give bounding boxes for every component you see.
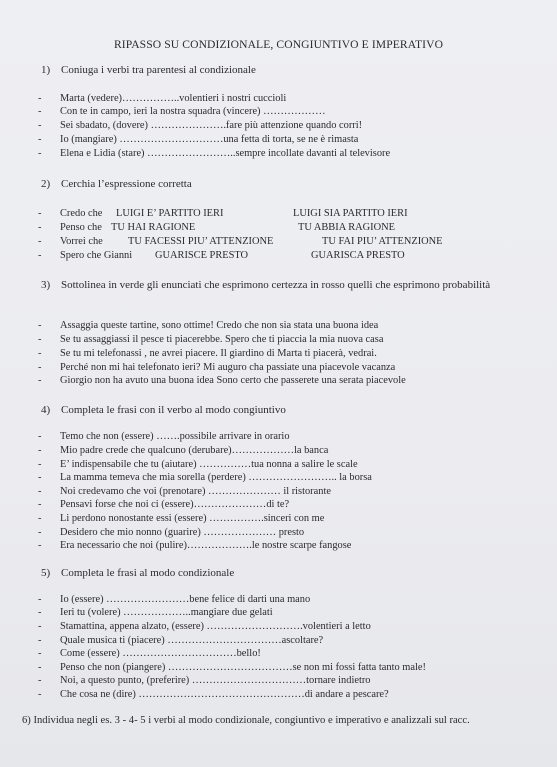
bullet-dash: - bbox=[38, 662, 42, 673]
section-5-item bbox=[38, 594, 310, 607]
item-text: Noi, a questo punto, (preferire) ……………………………tornare indietro bbox=[60, 675, 371, 686]
section-label: Completa le frasi con il verbo al modo congiuntivo bbox=[61, 404, 286, 416]
item-text: Quale musica ti (piacere) ……………………………ascoltare? bbox=[60, 635, 324, 646]
choice-a[interactable]: TU HAI RAGIONE bbox=[111, 222, 196, 233]
section-1-title bbox=[41, 64, 256, 77]
section-3-item bbox=[38, 362, 395, 375]
item-text: Con te in campo, ieri la nostra squadra (vincere) ……………… bbox=[60, 106, 326, 117]
section-3-item bbox=[38, 320, 378, 333]
section-1-item bbox=[38, 148, 390, 161]
item-text: Come (essere) ……………………………bello! bbox=[60, 648, 261, 659]
bullet-dash: - bbox=[38, 540, 42, 551]
choice-b[interactable]: GUARISCA PRESTO bbox=[311, 250, 405, 261]
bullet-dash: - bbox=[38, 472, 42, 483]
bullet-dash: - bbox=[38, 459, 42, 470]
item-text: Che cosa ne (dire) …………………………………………di andare a pescare? bbox=[60, 689, 389, 700]
section-1-item bbox=[38, 106, 325, 119]
bullet-dash: - bbox=[38, 334, 42, 345]
section-5-item bbox=[38, 675, 371, 688]
section-label: Cerchia l’espressione corretta bbox=[61, 178, 192, 190]
section-5-item bbox=[38, 689, 389, 702]
section-4-item bbox=[38, 486, 331, 499]
bullet-dash: - bbox=[38, 120, 42, 131]
item-text: Sei sbadato, (dovere) ………………….fare più attenzione quando corri! bbox=[60, 120, 363, 131]
section-number: 4) bbox=[41, 404, 51, 416]
item-lead: Spero che Gianni bbox=[60, 250, 133, 261]
section-2-item bbox=[38, 236, 103, 249]
section-2-item bbox=[38, 208, 102, 221]
item-text: La mamma temeva che mia sorella (perdere) …………………….. la borsa bbox=[60, 472, 372, 483]
section-number: 5) bbox=[41, 567, 51, 579]
item-text: Temo che non (essere) …….possibile arrivare in orario bbox=[60, 431, 290, 442]
section-5-title bbox=[41, 567, 234, 580]
item-text: Io (mangiare) …………………………una fetta di torta, se ne è rimasta bbox=[60, 134, 359, 145]
choice-a[interactable]: LUIGI E’ PARTITO IERI bbox=[116, 208, 224, 219]
section-4-item bbox=[38, 445, 328, 458]
bullet-dash: - bbox=[38, 607, 42, 618]
choice-a[interactable]: TU FACESSI PIU’ ATTENZIONE bbox=[128, 236, 274, 247]
bullet-dash: - bbox=[38, 106, 42, 117]
choice-b[interactable]: TU FAI PIU’ ATTENZIONE bbox=[322, 236, 443, 247]
bullet-dash: - bbox=[38, 148, 42, 159]
item-text: Penso che non (piangere) ………………………………se non mi fossi fatta tanto male! bbox=[60, 662, 426, 673]
section-label: Completa le frasi al modo condizionale bbox=[61, 567, 235, 579]
section-3-item bbox=[38, 348, 377, 361]
item-text: Era necessario che noi (pulire)……………….le nostre scarpe fangose bbox=[60, 540, 352, 551]
section-5-item bbox=[38, 648, 261, 661]
section-3-title: Sottolinea in verde gli enunciati che esprimono certezza in rosso quelli che esprimono probabilità bbox=[61, 279, 491, 291]
item-text: Stamattina, appena alzato, (essere) ……………………….volentieri a letto bbox=[60, 621, 371, 632]
item-text: Elena e Lidia (stare) ……………………..sempre incollate davanti al televisore bbox=[60, 148, 391, 159]
bullet-dash: - bbox=[38, 527, 42, 538]
bullet-dash: - bbox=[38, 320, 42, 331]
section-4-item bbox=[38, 513, 324, 526]
item-text: Io (essere) ……………………bene felice di darti una mano bbox=[60, 594, 311, 605]
section-label: Coniuga i verbi tra parentesi al condizionale bbox=[61, 64, 256, 76]
bullet-dash: - bbox=[38, 250, 42, 261]
section-1-item bbox=[38, 134, 358, 147]
item-text: Ieri tu (volere) ………………..mangiare due gelati bbox=[60, 607, 273, 618]
item-text: Pensavi forse che noi ci (essere)…………………di te? bbox=[60, 499, 290, 510]
section-5-item bbox=[38, 621, 371, 634]
section-3-item bbox=[38, 375, 406, 388]
bullet-dash: - bbox=[38, 499, 42, 510]
bullet-dash: - bbox=[38, 635, 42, 646]
section-2-item bbox=[38, 222, 102, 235]
section-1-item bbox=[38, 93, 286, 106]
bullet-dash: - bbox=[38, 93, 42, 104]
section-3-number: 3) bbox=[41, 279, 51, 291]
bullet-dash: - bbox=[38, 486, 42, 497]
item-text: Mio padre crede che qualcuno (derubare)………………la banca bbox=[60, 445, 329, 456]
section-2-item bbox=[38, 250, 132, 263]
section-4-item bbox=[38, 459, 358, 472]
item-text: Perché non mi hai telefonato ieri? Mi auguro cha passiate una piacevole vacanza bbox=[60, 362, 396, 373]
section-3-item bbox=[38, 334, 383, 347]
item-text: Noi credevamo che voi (prenotare) ………………… il ristorante bbox=[60, 486, 331, 497]
bullet-dash: - bbox=[38, 513, 42, 524]
bullet-dash: - bbox=[38, 236, 42, 247]
item-lead: Penso che bbox=[60, 222, 102, 233]
item-text: Se tu mi telefonassi , ne avrei piacere. Il giardino di Marta ti piacerà, vedrai. bbox=[60, 348, 377, 359]
bullet-dash: - bbox=[38, 621, 42, 632]
section-4-item bbox=[38, 472, 372, 485]
section-5-item bbox=[38, 607, 273, 620]
item-text: Assaggia queste tartine, sono ottime! Credo che non sia stata una buona idea bbox=[60, 320, 379, 331]
bullet-dash: - bbox=[38, 445, 42, 456]
bullet-dash: - bbox=[38, 134, 42, 145]
section-number: 2) bbox=[41, 178, 51, 190]
bullet-dash: - bbox=[38, 675, 42, 686]
exercise-6-instruction: 6) Individua negli es. 3 - 4- 5 i verbi al modo condizionale, congiuntivo e imperativo e analizzali sul racc. bbox=[22, 715, 470, 726]
section-4-item bbox=[38, 431, 290, 444]
item-lead: Credo che bbox=[60, 208, 103, 219]
section-number: 1) bbox=[41, 64, 51, 76]
choice-b[interactable]: LUIGI SIA PARTITO IERI bbox=[293, 208, 408, 219]
bullet-dash: - bbox=[38, 648, 42, 659]
bullet-dash: - bbox=[38, 375, 42, 386]
section-5-item bbox=[38, 635, 323, 648]
section-4-title bbox=[41, 404, 286, 417]
bullet-dash: - bbox=[38, 208, 42, 219]
section-4-item bbox=[38, 499, 289, 512]
bullet-dash: - bbox=[38, 431, 42, 442]
item-text: E’ indispensabile che tu (aiutare) ……………tua nonna a salire le scale bbox=[60, 459, 358, 470]
item-text: Se tu assaggiassi il pesce ti piacerebbe. Spero che ti piaccia la mia nuova casa bbox=[60, 334, 384, 345]
bullet-dash: - bbox=[38, 362, 42, 373]
item-text: Marta (vedere)……………..volentieri i nostri cuccioli bbox=[60, 93, 287, 104]
item-text: Giorgio non ha avuto una buona idea Sono certo che passerete una serata piacevole bbox=[60, 375, 406, 386]
section-1-item bbox=[38, 120, 362, 133]
section-4-item bbox=[38, 527, 304, 540]
bullet-dash: - bbox=[38, 689, 42, 700]
item-text: Li perdono nonostante essi (essere) …………….sinceri con me bbox=[60, 513, 325, 524]
item-lead: Vorrei che bbox=[60, 236, 103, 247]
page-title: RIPASSO SU CONDIZIONALE, CONGIUNTIVO E IMPERATIVO bbox=[113, 38, 444, 51]
bullet-dash: - bbox=[38, 222, 42, 233]
item-text: Desidero che mio nonno (guarire) ………………… presto bbox=[60, 527, 305, 538]
choice-b[interactable]: TU ABBIA RAGIONE bbox=[298, 222, 395, 233]
section-2-title bbox=[41, 178, 192, 191]
bullet-dash: - bbox=[38, 594, 42, 605]
choice-a[interactable]: GUARISCE PRESTO bbox=[155, 250, 249, 261]
bullet-dash: - bbox=[38, 348, 42, 359]
section-4-item bbox=[38, 540, 351, 553]
section-5-item bbox=[38, 662, 426, 675]
